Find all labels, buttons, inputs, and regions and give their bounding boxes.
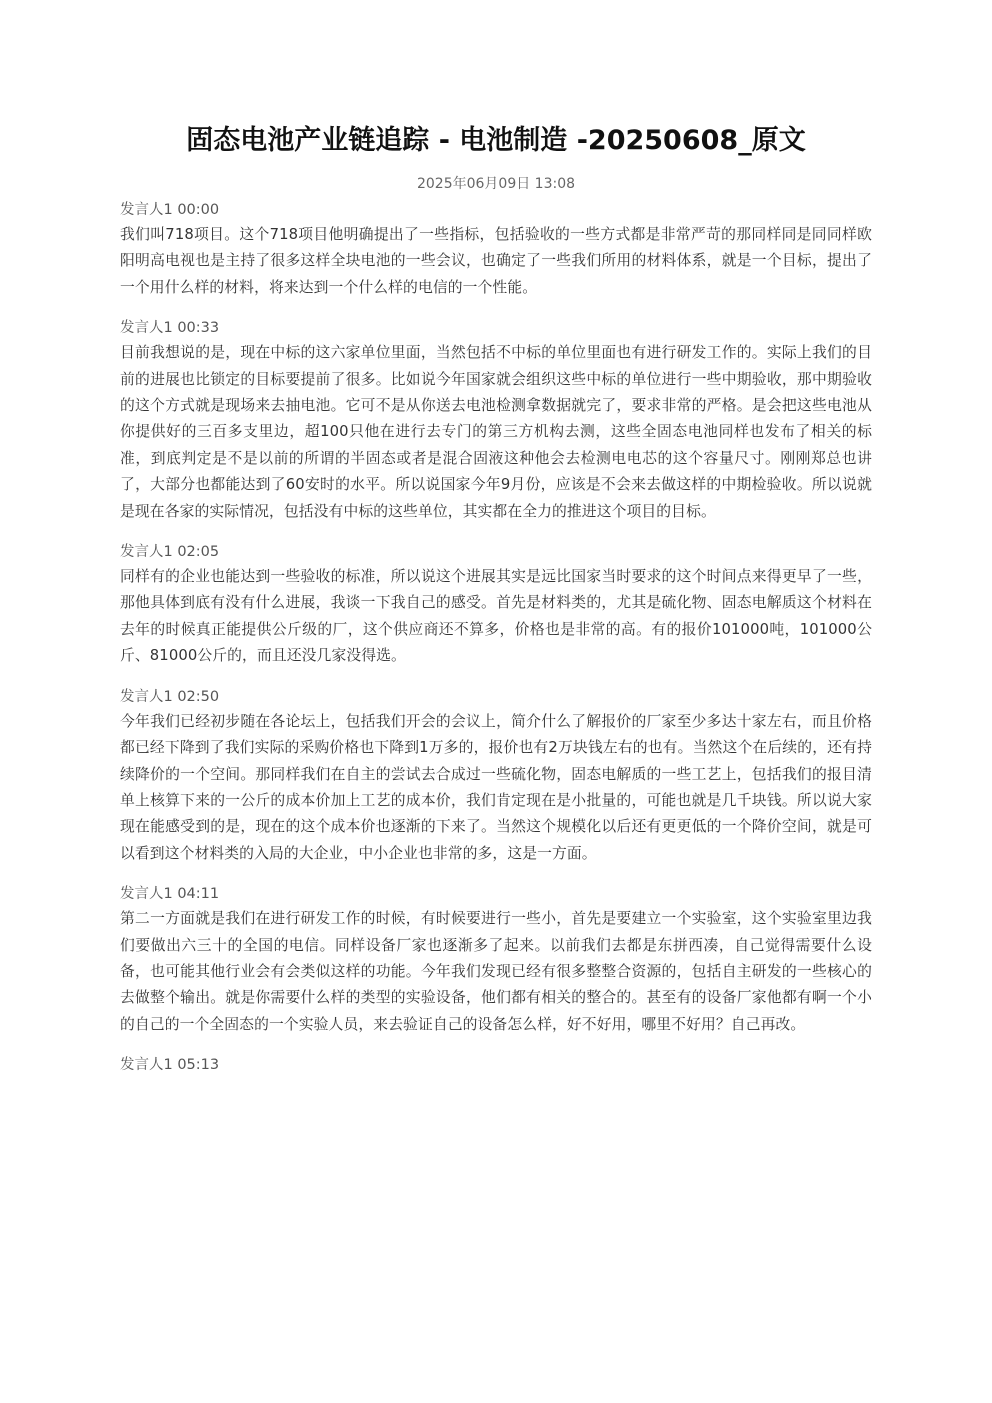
transcript-entry [120, 1053, 872, 1077]
transcript-entry [120, 685, 872, 867]
speaker-timestamp: 发言人1 02:05 [120, 544, 220, 561]
transcript-paragraph: 我们叫718项目。这个718项目他明确提出了一些指标，包括验收的一些方式都是非常严苛的那同样同是同同样欧阳明高电视也是主持了很多这样全块电池的一些会议，也确定了一些我们所用的材料体系，就是一个目标，提出了一个用什么样的材料，将来达到一个什么样的电信的一个性能。 [120, 226, 872, 296]
speaker-timestamp: 发言人1 05:13 [120, 1057, 220, 1074]
speaker-timestamp: 发言人1 04:11 [120, 886, 220, 903]
transcript-paragraph: 第二一方面就是我们在进行研发工作的时候，有时候要进行一些小，首先是要建立一个实验室，这个实验室里边我们要做出六三十的全国的电信。同样设备厂家也逐渐多了起来。以前我们去都是东拼西凑，自己觉得需要什么设备，也可能其他行业会有会类似这样的功能。今年我们发现已经有很多整整合资源的，包括自主研发的一些核心的去做整个输出。就是你需要什么样的类型的实验设备，他们都有相关的整合的。甚至有的设备厂家他都有啊一个小的自己的一个全固态的一个实验人员，来去验证自己的设备怎么样，好不好用，哪里不好用？自己再改。 [120, 910, 872, 1033]
transcript-entry [120, 198, 872, 301]
transcript-entry [120, 316, 872, 525]
document-title: 固态电池产业链追踪 - 电池制造 -20250608_原文 [186, 125, 806, 156]
speaker-timestamp: 发言人1 02:50 [120, 688, 220, 705]
transcript-paragraph: 同样有的企业也能达到一些验收的标准，所以说这个进展其实是远比国家当时要求的这个时间点来得更早了一些，那他具体到底有没有什么进展，我谈一下我自己的感受。首先是材料类的，尤其是硫化物、固态电解质这个材料在去年的时候真正能提供公斤级的厂，这个供应商还不算多，价格也是非常的高。有的报价101000吨，101000公斤、81000公斤的，而且还没几家没得选。 [120, 568, 872, 665]
transcript-paragraph: 目前我想说的是，现在中标的这六家单位里面，当然包括不中标的单位里面也有进行研发工作的。实际上我们的目前的进展也比锁定的目标要提前了很多。比如说今年国家就会组织这些中标的单位进行一些中期验收，那中期验收的这个方式就是现场来去抽电池。它可不是从你送去电池检测拿数据就完了，要求非常的严格。是会把这些电池从你提供好的三百多支里边，超100只他在进行去专门的第三方机构去测，这些全固态电池同样也发布了相关的标准，到底判定是不是以前的所谓的半固态或者是混合固液这种他会去检测电电芯的这个容量尺寸。刚刚郑总也讲了，大部分也都能达到了60安时的水平。所以说国家今年9月份，应该是不会来去做这样的中期检验收。所以说就是现在各家的实际情况，包括没有中标的这些单位，其实都在全力的推进这个项目的目标。 [120, 344, 872, 520]
transcript-body [120, 198, 872, 1092]
transcript-entry [120, 882, 872, 1038]
speaker-timestamp: 发言人1 00:00 [120, 202, 220, 218]
transcript-entry [120, 540, 872, 670]
transcript-paragraph: 今年我们已经初步随在各论坛上，包括我们开会的会议上，简介什么了解报价的厂家至少多达十家左右，而且价格都已经下降到了我们实际的采购价格也下降到1万多的，报价也有2万块钱左右的也有。当然这个在后续的，还有持续降价的一个空间。那同样我们在自主的尝试去合成过一些硫化物，固态电解质的一些工艺上，包括我们的报目清单上核算下来的一公斤的成本价加上工艺的成本价，我们肯定现在是小批量的，可能也就是几千块钱。所以说大家现在能感受到的是，现在的这个成本价也逐渐的下来了。当然这个规模化以后还有更更低的一个降价空间，就是可以看到这个材料类的入局的大企业，中小企业也非常的多，这是一方面。 [120, 712, 872, 862]
speaker-timestamp: 发言人1 00:33 [120, 320, 220, 337]
document-date: 2025年06月09日 13:08 [416, 176, 576, 192]
